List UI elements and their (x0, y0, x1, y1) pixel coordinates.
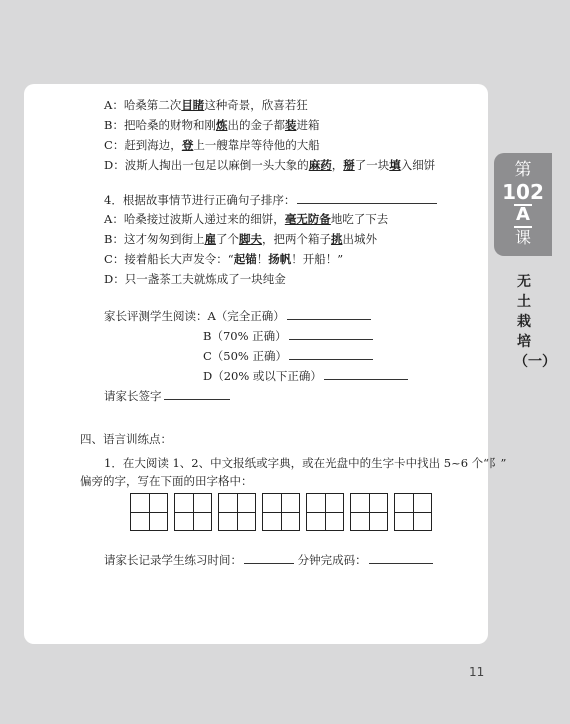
tianzige-box[interactable] (130, 493, 168, 531)
option-q4-a: A：哈桑接过波斯人递过来的细饼，毫无防备地吃了下去 (104, 212, 389, 226)
lesson-title: 无土栽培（一） (514, 274, 556, 370)
order-answer-blank[interactable] (297, 192, 437, 204)
eval-blank-c[interactable] (289, 348, 373, 360)
lesson-tab-di: 第 (514, 160, 532, 180)
parent-eval-d: D（20% 或以下正确） (203, 368, 408, 383)
section-4-heading: 四、语言训练点： (80, 432, 172, 446)
task-1-line-2: 偏旁的字，写在下面的田字格中： (80, 474, 253, 488)
option-q3-d: D：波斯人掏出一包足以麻倒一头大象的麻药，掰了一块填入细饼 (104, 158, 436, 172)
page-number: 11 (469, 665, 485, 679)
option-q3-a: A：哈桑第二次目睹这种奇景，欣喜若狂 (104, 98, 308, 112)
question-4-prompt: 4．根据故事情节进行正确句子排序： (104, 192, 437, 207)
task-1-line-1: 1．在大阅读 1、2、中文报纸或字典，或在光盘中的生字卡中找出 5~6 个“阝” (104, 456, 507, 470)
parent-eval-b: B（70% 正确） (203, 328, 373, 343)
eval-blank-d[interactable] (324, 368, 408, 380)
code-blank[interactable] (369, 552, 433, 564)
signature-blank[interactable] (164, 388, 230, 400)
option-q4-d: D：只一盏茶工夫就炼成了一块纯金 (104, 272, 286, 286)
eval-blank-a[interactable] (287, 308, 371, 320)
practice-time-line: 请家长记录学生练习时间： 分钟完成码： (104, 552, 433, 567)
tianzige-box[interactable] (306, 493, 344, 531)
parent-signature: 请家长签字 (104, 388, 230, 403)
lesson-tab-ke: 课 (514, 228, 531, 247)
tianzige-box[interactable] (174, 493, 212, 531)
eval-blank-b[interactable] (289, 328, 373, 340)
lesson-number: 102 (502, 180, 544, 204)
tianzige-box[interactable] (218, 493, 256, 531)
tianzige-box[interactable] (350, 493, 388, 531)
option-q3-b: B：把哈桑的财物和刚炼出的金子都装进箱 (104, 118, 320, 132)
lesson-letter: A (516, 204, 530, 225)
parent-eval-a: 家长评测学生阅读：A（完全正确） (104, 308, 371, 323)
lesson-tab (494, 153, 552, 256)
tianzige-box[interactable] (262, 493, 300, 531)
time-blank[interactable] (244, 552, 294, 564)
option-q3-c: C：赶到海边，登上一艘靠岸等待他的大船 (104, 138, 320, 152)
option-q4-b: B：这才匆匆到街上雇了个脚夫，把两个箱子挑出城外 (104, 232, 377, 246)
tianzige-grid (130, 493, 432, 531)
tianzige-box[interactable] (394, 493, 432, 531)
option-q4-c: C：接着船长大声发令：“起锚！扬帆！开船！” (104, 252, 344, 266)
parent-eval-c: C（50% 正确） (203, 348, 373, 363)
